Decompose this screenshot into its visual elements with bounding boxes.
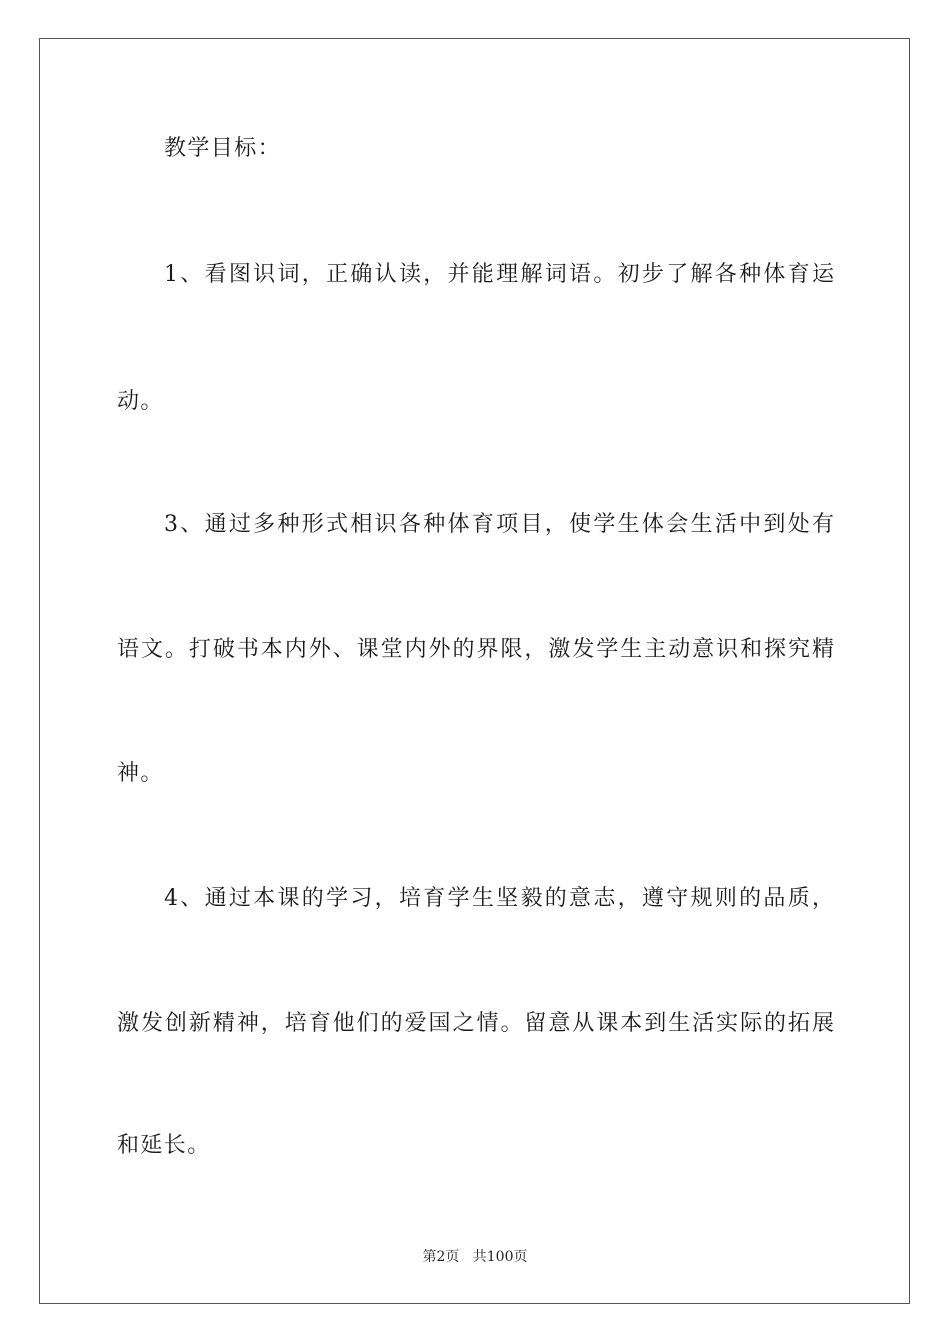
page-footer <box>0 1248 950 1266</box>
page-frame <box>39 38 910 1304</box>
paragraph-line: 和延长。 <box>117 1133 211 1158</box>
page-total: 共100页 <box>472 1249 528 1265</box>
section-heading: 教学目标： <box>164 136 282 161</box>
paragraph-line: 3、通过多种形式相识各种体育项目，使学生体会生活中到处有 <box>164 512 834 537</box>
paragraph-line: 语文。打破书本内外、课堂内外的界限，激发学生主动意识和探究精 <box>117 637 834 662</box>
paragraph-line: 1、看图识词，正确认读，并能理解词语。初步了解各种体育运 <box>164 262 834 287</box>
paragraph-line: 动。 <box>117 389 164 414</box>
page-number: 第2页 <box>422 1249 460 1265</box>
paragraph-line: 神。 <box>117 761 164 786</box>
paragraph-line: 4、通过本课的学习，培育学生坚毅的意志，遵守规则的品质， <box>164 886 834 911</box>
paragraph-line: 激发创新精神，培育他们的爱国之情。留意从课本到生活实际的拓展 <box>117 1011 834 1036</box>
